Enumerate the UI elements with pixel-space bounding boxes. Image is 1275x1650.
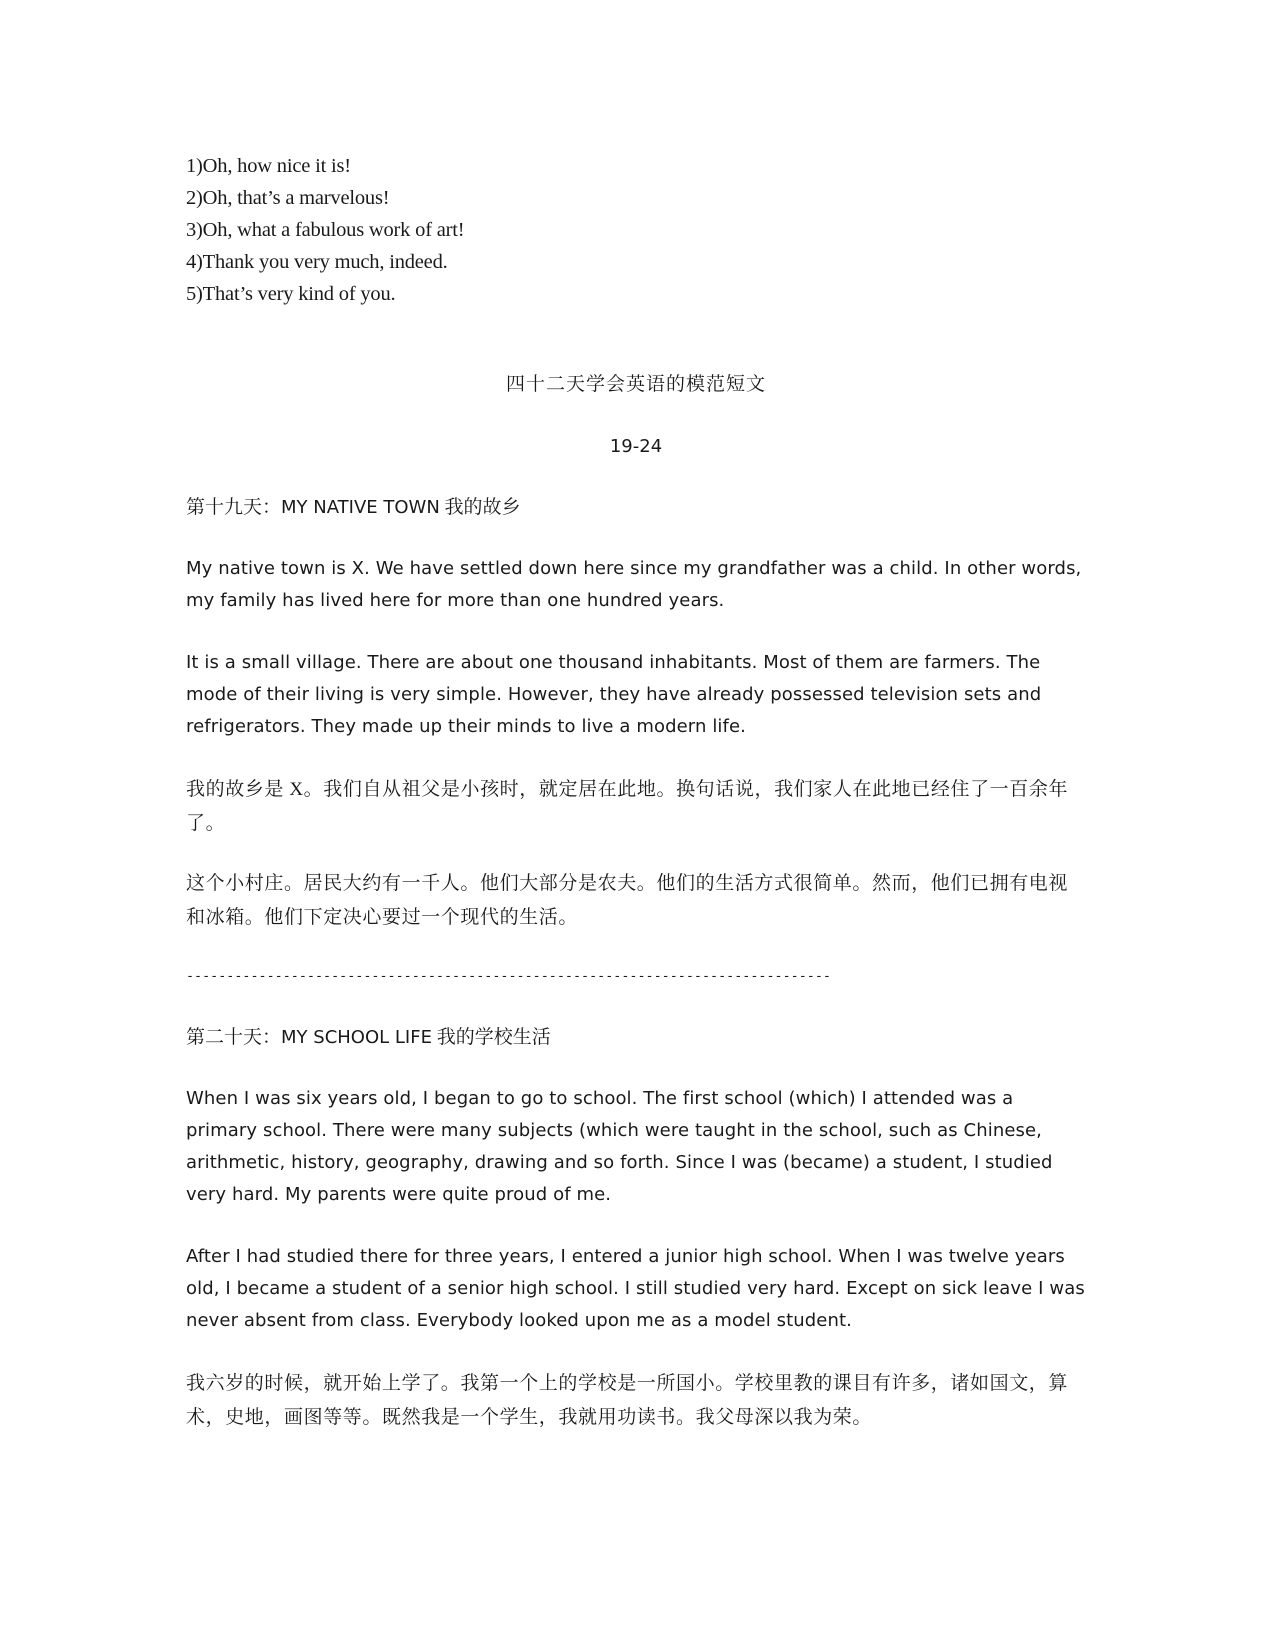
- list-item: 3)Oh, what a fabulous work of art!: [186, 219, 465, 241]
- heading-english: MY NATIVE TOWN: [281, 497, 440, 518]
- paragraph-english: When I was six years old, I began to go to school. The first school (which) I attended was a primary school. There were many subjects (which were taught in the school, such as Chinese, arithmetic, history, geography, drawing and so forth. Since I was (became) a student, I studied very hard. My parents were quite proud of me.: [186, 1088, 1053, 1205]
- heading-prefix: 第十九天：: [186, 497, 282, 518]
- expression-list: [186, 150, 1086, 310]
- paragraph-chinese: 我六岁的时候，就开始上学了。我第一个上的学校是一所国小。学校里教的课目有许多，诸如国文，算术，史地，画图等等。既然我是一个学生，我就用功读书。我父母深以我为荣。: [186, 1373, 1069, 1428]
- document-page: [186, 150, 1086, 1461]
- section-heading-day19: [186, 493, 1086, 523]
- list-item: 5)That’s very kind of you.: [186, 283, 396, 305]
- paragraph-chinese: 这个小村庄。居民大约有一千人。他们大部分是农夫。他们的生活方式很简单。然而，他们已拥有电视和冰箱。他们下定决心要过一个现代的生活。: [186, 873, 1069, 928]
- paragraph-english: My native town is X. We have settled down here since my grandfather was a child. In other words, my family has lived here for more than one hundred years.: [186, 558, 1082, 611]
- heading-chinese: 我的故乡: [439, 497, 521, 518]
- section-heading-day20: [186, 1023, 1086, 1053]
- list-item: 2)Oh, that’s a marvelous!: [186, 187, 390, 209]
- paragraph-english: It is a small village. There are about one thousand inhabitants. Most of them are farmers. The mode of their living is very simple. However, they have already possessed television sets and refrigerators. They made up their minds to live a modern life.: [186, 652, 1042, 737]
- section-divider: --------------------------------------------------------------------------------: [186, 969, 831, 984]
- document-range: 19-24: [609, 436, 663, 457]
- heading-chinese: 我的学校生活: [431, 1027, 551, 1048]
- paragraph-english: After I had studied there for three years, I entered a junior high school. When I was twelve years old, I became a student of a senior high school. I still studied very hard. Except on sick leave I was never absent from class. Everybody looked upon me as a model student.: [186, 1246, 1085, 1331]
- paragraph-chinese: 我的故乡是 X。我们自从祖父是小孩时，就定居在此地。换句话说，我们家人在此地已经住了一百余年了。: [186, 779, 1069, 834]
- document-title: 四十二天学会英语的模范短文: [505, 374, 766, 395]
- heading-prefix: 第二十天：: [186, 1027, 282, 1048]
- list-item: 4)Thank you very much, indeed.: [186, 251, 448, 273]
- heading-english: MY SCHOOL LIFE: [281, 1027, 432, 1048]
- list-item: 1)Oh, how nice it is!: [186, 155, 351, 177]
